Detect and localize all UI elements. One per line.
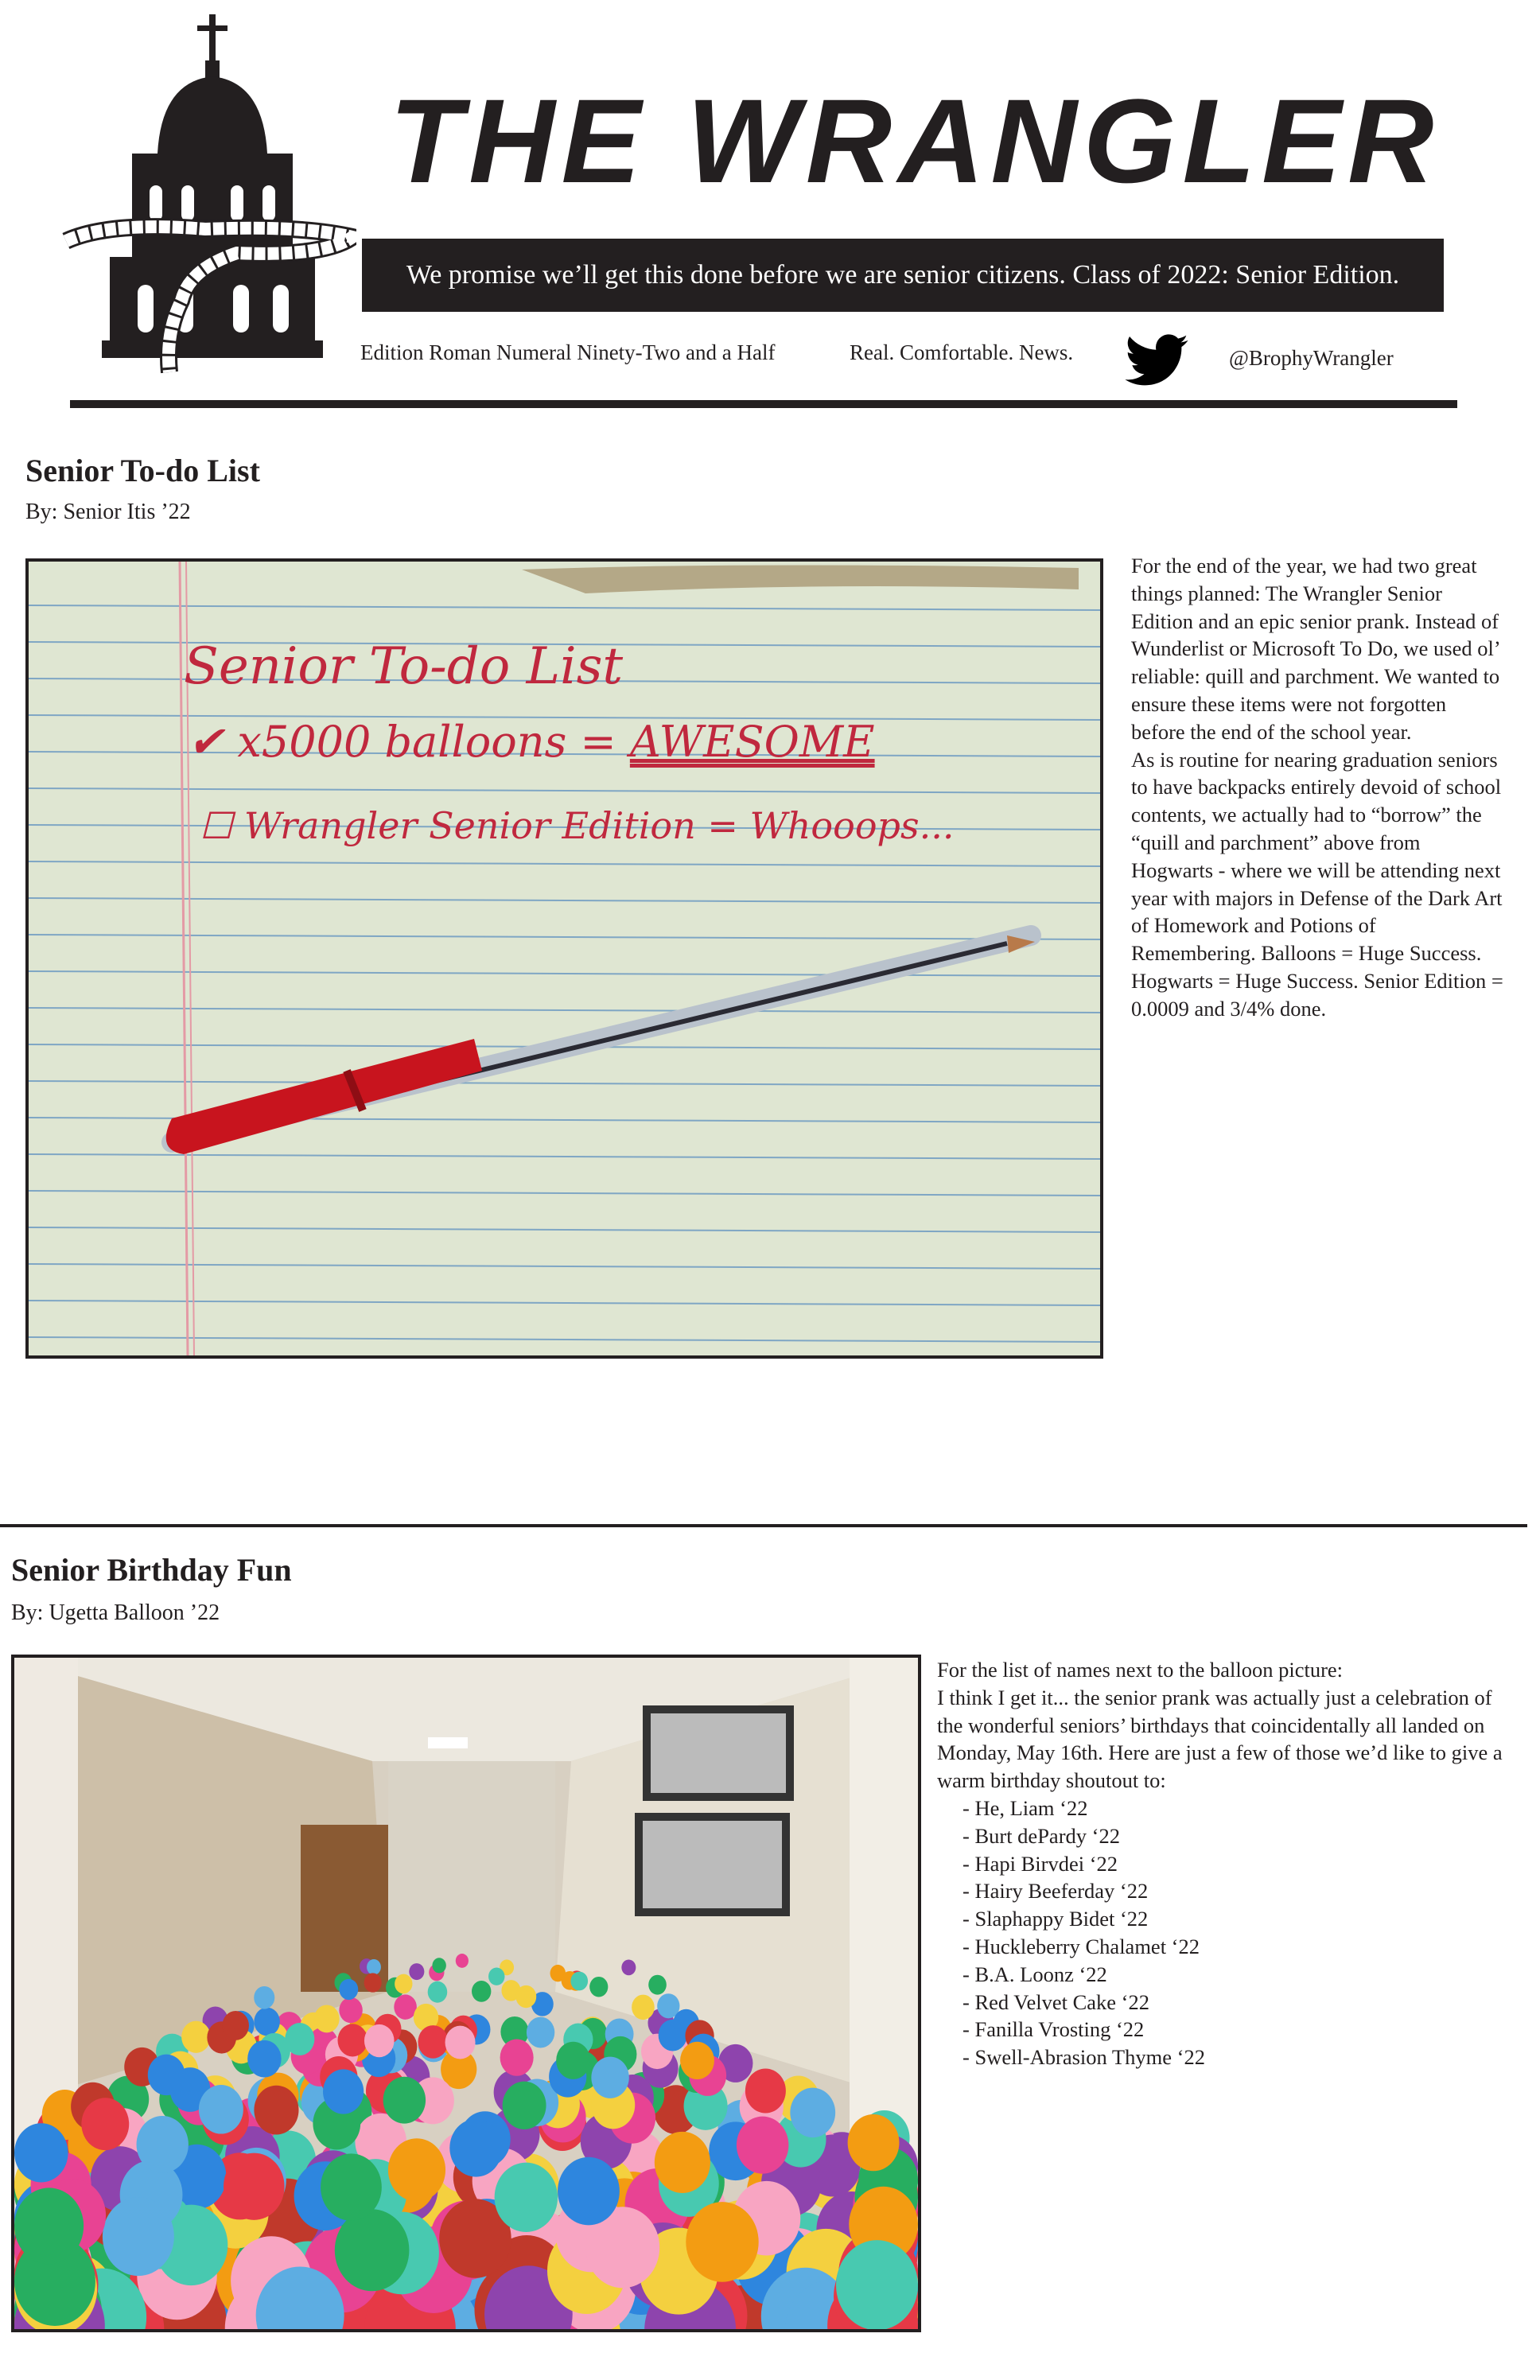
balloon — [418, 2025, 448, 2059]
twitter-bird-icon[interactable] — [1122, 334, 1192, 387]
balloon — [395, 1974, 412, 1994]
paper-rule-line — [29, 971, 1100, 976]
balloon — [254, 2008, 279, 2036]
balloon — [428, 1981, 448, 2003]
balloon — [388, 2138, 445, 2201]
paper-rule-line — [29, 1227, 1100, 1232]
twitter-handle-link[interactable]: @BrophyWrangler — [1229, 346, 1394, 370]
balloon — [321, 2153, 382, 2220]
balloon — [836, 2240, 918, 2329]
balloon — [367, 1959, 381, 1975]
balloon — [515, 1985, 536, 2008]
balloon — [495, 2163, 558, 2232]
balloon — [449, 2119, 502, 2177]
paragraph: I think I get it... the senior prank was actually just a celebration of the wonderful seniors’ birthdays that coincidentally all landed on Monday, May 16th. Here are just a few of those we’d like to give a warm birthday shoutout to: — [937, 1685, 1503, 1793]
name-list-item: - Swell-Abrasion Thyme ‘22 — [962, 2045, 1205, 2070]
balloon — [591, 2057, 628, 2098]
balloon — [790, 2088, 835, 2137]
paper-rule-line — [29, 1191, 1100, 1196]
name-list-item: - Red Velvet Cake ‘22 — [962, 1989, 1150, 2014]
birthday-name-list — [937, 1795, 1518, 2071]
balloon — [337, 2024, 367, 2056]
balloon — [686, 2202, 758, 2282]
article-byline: By: Ugetta Balloon ’22 — [11, 1600, 220, 1625]
balloon — [456, 1954, 469, 1968]
balloon — [655, 2132, 710, 2193]
balloon-hallway-photo — [11, 1655, 921, 2332]
name-list-item: - Hapi Birvdei ‘22 — [962, 1851, 1118, 1876]
section-divider — [0, 1524, 1527, 1527]
paragraph: For the list of names next to the balloon picture: — [937, 1658, 1344, 1682]
name-list-item: - Fanilla Vrosting ‘22 — [962, 2017, 1145, 2042]
name-list-item: - Huckleberry Chalamet ‘22 — [962, 1934, 1200, 1958]
masthead-divider — [70, 400, 1457, 408]
name-list-item: - B.A. Loonz ‘22 — [962, 1962, 1107, 1986]
balloon — [527, 2017, 554, 2048]
tagline-banner — [362, 239, 1444, 312]
balloon — [364, 1973, 382, 1992]
balloon — [488, 1967, 504, 1985]
balloon — [558, 2157, 620, 2226]
edition-label: Edition Roman Numeral Ninety-Two and a Half — [360, 340, 776, 364]
handwritten-item-1: x5000 balloons = — [237, 717, 630, 767]
balloon — [621, 1959, 636, 1975]
paper-rule-line — [29, 605, 1100, 610]
balloon — [148, 2055, 185, 2095]
balloon — [500, 2039, 534, 2075]
paragraph: For the end of the year, we had two great things planned: The Wrangler Senior Edition and an epic senior prank. Instead of Wunderlist or Microsoft To Do, we used ol’ reliable: quill and parchment. We wanted to ensure these items were not forgotten before the end of the school year. — [1131, 554, 1500, 744]
handwritten-item-2: ☐ Wrangler Senior Edition = Whooops... — [200, 804, 955, 847]
balloon — [254, 2086, 298, 2135]
balloon — [81, 2098, 129, 2150]
name-list-item: - Burt dePardy ‘22 — [962, 1823, 1120, 1848]
balloon — [409, 1963, 424, 1980]
paper-rule-line — [29, 1337, 1100, 1342]
balloon — [14, 2123, 68, 2182]
paper-rule-line — [29, 788, 1100, 793]
balloon — [137, 2116, 189, 2173]
balloon — [503, 2082, 546, 2129]
article-byline: By: Senior Itis ’22 — [25, 500, 191, 524]
balloon — [432, 1958, 445, 1973]
motto: Real. Comfortable. News. — [850, 340, 1074, 364]
balloon — [737, 2117, 789, 2174]
balloon — [556, 2042, 590, 2079]
balloon — [103, 2197, 174, 2276]
paper-rule-line — [29, 1081, 1100, 1086]
handwritten-result: AWESOME — [629, 717, 875, 767]
balloon — [199, 2085, 243, 2134]
balloon — [222, 2011, 249, 2040]
balloon — [648, 1975, 667, 1995]
balloon — [632, 1995, 655, 2020]
paragraph: As is routine for nearing graduation seniors to have backpacks entirely devoid of school contents, we actually had to “borrow” the “quill and parchment” above from Hogwarts - where we will be attending next year with majors in Defense of the Dark Art of Homework and Potions of Remembering. Balloons = Huge Success. Hogwarts = Huge Success. Senior Edition = 0.0009 and 3/4% done. — [1131, 747, 1503, 1021]
balloon — [680, 2042, 714, 2079]
paper-rule-line — [29, 1154, 1100, 1159]
name-list-item: - Hairy Beeferday ‘22 — [962, 1879, 1149, 1904]
balloon — [339, 1997, 362, 2023]
todo-list-photo — [25, 558, 1103, 1359]
paper-rule-line — [29, 1301, 1100, 1305]
balloon — [224, 2153, 285, 2220]
balloon — [589, 1977, 608, 1997]
balloon — [323, 2069, 364, 2114]
article-title: Senior To-do List — [25, 453, 260, 488]
tagline-text: We promise we’ll get this done before we are senior citizens. Class of 2022: Senior Edition. — [406, 260, 1400, 290]
name-list-item: - Slaphappy Bidet ‘22 — [962, 1907, 1149, 1931]
balloon — [247, 2040, 281, 2078]
article-body — [1131, 552, 1505, 1023]
balloon — [364, 2024, 395, 2057]
article-body — [937, 1656, 1518, 2071]
name-list-item: - He, Liam ‘22 — [962, 1795, 1088, 1820]
balloon — [745, 2068, 786, 2113]
checkmark-icon: ✔ — [188, 717, 224, 767]
balloon — [339, 1979, 358, 2000]
balloon — [14, 2188, 84, 2264]
church-tower-logo — [62, 14, 356, 380]
balloon — [394, 1994, 417, 2019]
balloon — [383, 2077, 426, 2124]
paper-rule-line — [29, 1008, 1100, 1013]
handwritten-heading: Senior To-do List — [184, 637, 624, 696]
paper-rule-line — [29, 1264, 1100, 1269]
balloon — [335, 2209, 410, 2291]
balloon — [181, 2021, 211, 2053]
balloon — [659, 2020, 687, 2051]
balloon — [570, 1972, 588, 1991]
balloon — [445, 2026, 476, 2059]
balloon — [314, 2005, 340, 2032]
masthead-title: THE WRANGLER — [389, 74, 1441, 208]
article-title: Senior Birthday Fun — [11, 1552, 292, 1588]
balloon — [472, 1981, 491, 2002]
balloon — [254, 1986, 274, 2009]
balloon — [848, 2114, 900, 2171]
